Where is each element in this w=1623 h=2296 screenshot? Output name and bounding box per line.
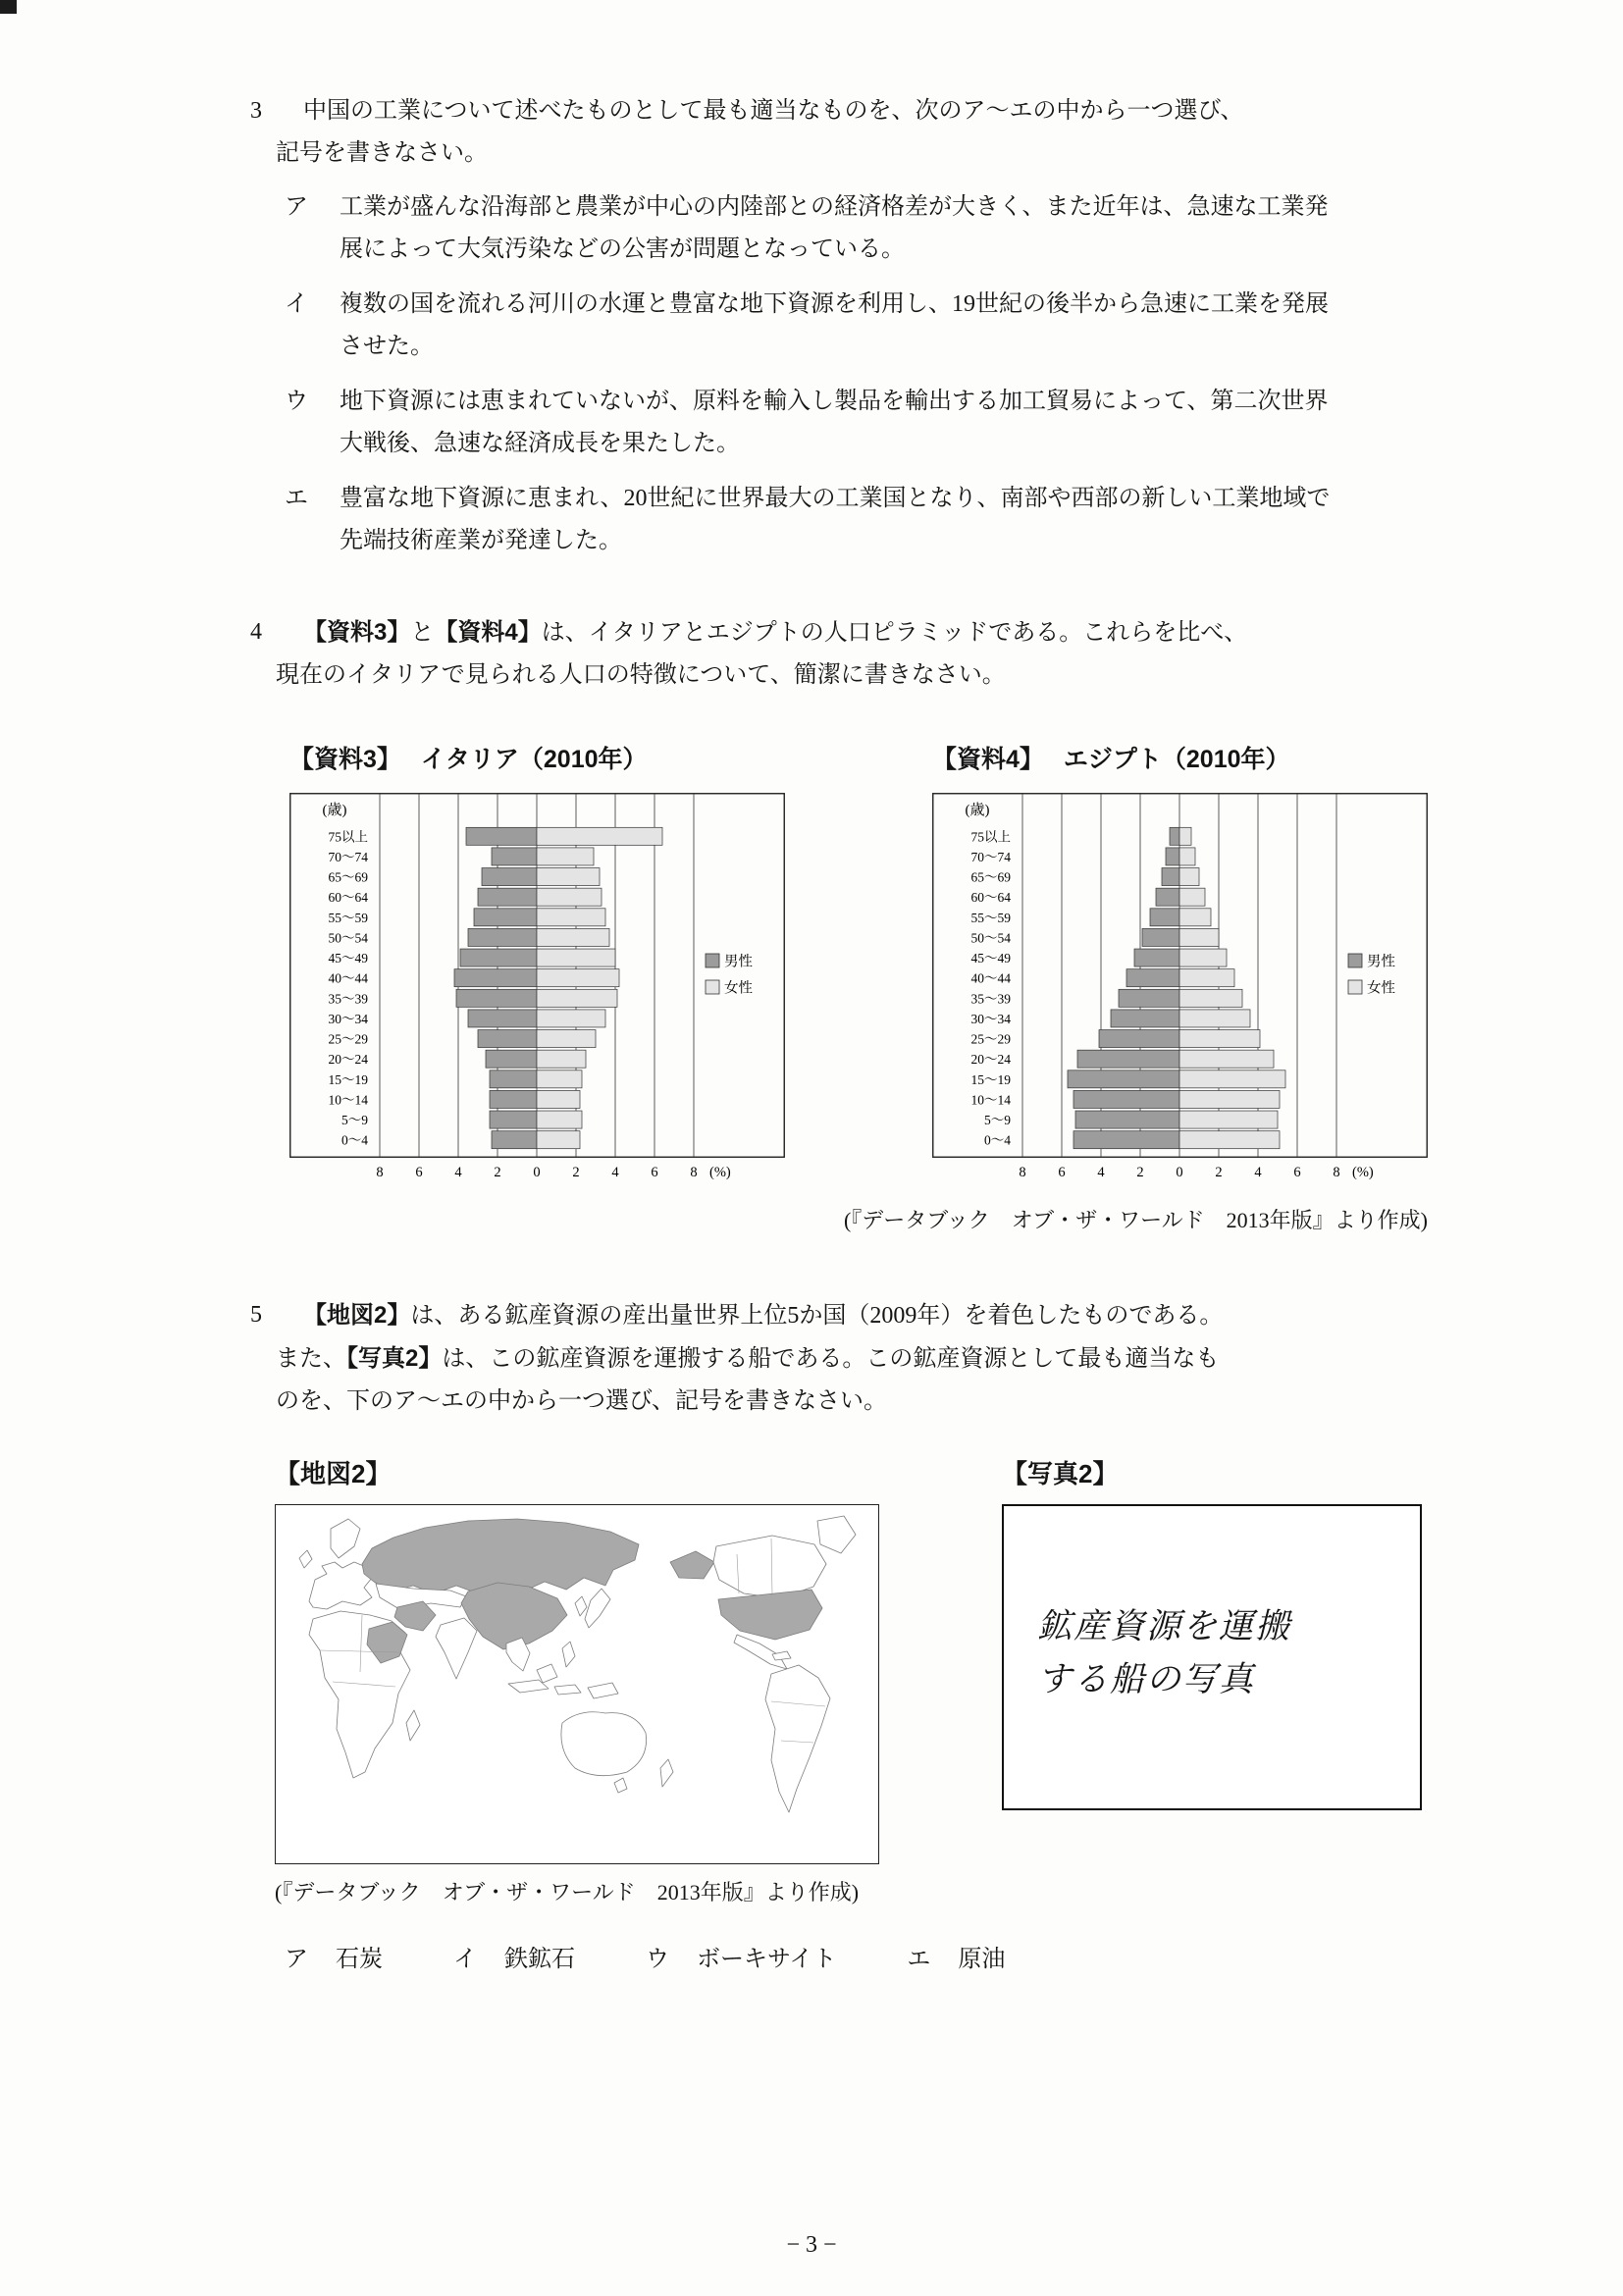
page-number: − 3 − [786,2232,837,2258]
svg-text:女性: 女性 [724,980,753,997]
question-5-prompt [276,1294,1515,1423]
prompt-line: 記号を書きなさい。 [276,140,488,166]
svg-text:8: 8 [1333,1165,1340,1180]
chart-name: エジプト（2010年） [1063,746,1290,773]
region-russia-shaded [362,1519,639,1593]
svg-text:女性: 女性 [1367,980,1395,997]
answer-e-text: 原油 [958,1947,1006,1972]
photo-caption-line: する船の写真 [1037,1660,1256,1698]
option-u-label: ウ [285,389,308,414]
svg-text:男性: 男性 [1367,954,1395,970]
prompt-line: のを、下のア～エの中から一つ選び、記号を書きなさい。 [276,1388,888,1414]
svg-text:0: 0 [1176,1165,1183,1180]
region-india [436,1618,477,1679]
svg-text:50～54: 50～54 [328,930,368,946]
svg-text:35～39: 35～39 [970,991,1011,1007]
question-3-prompt [276,90,1515,175]
map-landmasses [299,1516,856,1812]
world-map-box [275,1504,879,1864]
svg-text:45～49: 45～49 [970,951,1011,966]
chart-title-egypt [932,740,1428,779]
answer-e-label: エ [907,1947,931,1972]
prompt-line: 中国の工業について述べたものとして最も適当なものを、次のア～エの中から一つ選び、 [303,98,1244,124]
region-new-zealand [660,1759,673,1787]
svg-text:50～54: 50～54 [970,930,1011,946]
svg-text:0: 0 [533,1165,541,1180]
pyramid-svg [289,793,785,1185]
svg-text:6: 6 [1058,1165,1066,1180]
prompt-line: 【地図2】は、ある鉱産資源の産出量世界上位5か国（2009年）を着色したものである。 [303,1302,1224,1329]
svg-text:25～29: 25～29 [328,1031,368,1047]
svg-text:55～59: 55～59 [970,910,1011,925]
q5-answer-options [285,1939,1515,1981]
answer-i [453,1947,575,1972]
svg-text:75以上: 75以上 [970,829,1011,845]
option-a-label: ア [285,194,308,220]
region-borneo [537,1664,557,1683]
region-europe [309,1562,372,1609]
question-5-head [250,1294,1515,1423]
answer-a-label: ア [285,1947,308,1972]
svg-text:5～9: 5～9 [341,1113,368,1128]
answer-u-label: ウ [646,1947,669,1972]
svg-text:20～24: 20～24 [328,1052,368,1068]
svg-text:75以上: 75以上 [328,829,368,845]
chart-tag: 【資料3】 [289,746,401,773]
svg-text:70～74: 70～74 [328,849,368,864]
answer-a [285,1947,383,1972]
option-a-text: 工業が盛んな沿海部と農業が中心の内陸部との経済格差が大きく、また近年は、急速な工業発展によって大気汚染などの公害が問題となっている。 [340,194,1329,262]
svg-text:2: 2 [1136,1165,1144,1180]
svg-text:0～4: 0～4 [341,1132,368,1148]
region-greenland [817,1516,856,1553]
svg-text:45～49: 45～49 [328,951,368,966]
region-china-shaded [461,1583,567,1649]
svg-text:6: 6 [415,1165,423,1180]
svg-text:35～39: 35～39 [328,991,368,1007]
option-e [285,478,1335,562]
svg-text:8: 8 [376,1165,384,1180]
question-5-number: 5 [250,1302,262,1328]
region-philippines [562,1642,575,1667]
question-3 [250,90,1515,562]
svg-text:15～19: 15～19 [970,1071,1011,1087]
svg-text:70～74: 70～74 [970,849,1011,864]
chart-name: イタリア（2010年） [420,746,648,773]
answer-a-text: 石炭 [336,1947,383,1972]
option-a [285,186,1335,271]
region-australia [561,1712,647,1776]
pyramid-svg [932,793,1428,1185]
svg-text:(%): (%) [709,1165,731,1180]
svg-text:10～14: 10～14 [970,1092,1011,1108]
scan-corner-mark [0,0,17,14]
svg-text:2: 2 [494,1165,501,1180]
chart-source-note: (『データブック オブ・ザ・ワールド 2013年版』より作成) [843,1208,1428,1232]
svg-text:10～14: 10～14 [328,1092,368,1108]
svg-text:25～29: 25～29 [970,1031,1011,1047]
region-new-guinea [588,1683,618,1698]
svg-text:60～64: 60～64 [328,890,368,906]
option-i-label: イ [285,291,308,317]
question-5 [250,1294,1515,1981]
region-uk [299,1550,312,1568]
photo-title: 【写真2】 [1002,1459,1119,1488]
svg-text:6: 6 [651,1165,658,1180]
svg-text:0～4: 0～4 [984,1132,1011,1148]
pyramid-italy [289,740,785,1200]
svg-text:4: 4 [1254,1165,1262,1180]
svg-text:40～44: 40～44 [328,970,368,986]
region-south-america [765,1665,830,1812]
chart-title-italy [289,740,785,779]
question-3-number: 3 [250,98,262,124]
svg-text:65～69: 65～69 [328,869,368,885]
region-java [554,1685,581,1695]
svg-text:4: 4 [1097,1165,1105,1180]
option-e-label: エ [285,486,308,511]
svg-text:60～64: 60～64 [970,890,1011,906]
region-mexico [734,1635,787,1669]
question-3-head [250,90,1515,175]
region-tasmania [614,1778,627,1793]
option-u-text: 地下資源には恵まれていないが、原料を輸入し製品を輸出する加工貿易によって、第二次世界大戦後、急速な経済成長を果たした。 [340,389,1329,456]
photo-column [1002,1452,1422,1909]
prompt-line: また、【写真2】は、この鉱産資源を運搬する船である。この鉱産資源として最も適当なも [276,1345,1220,1372]
svg-text:30～34: 30～34 [328,1011,368,1026]
photo-caption-line: 鉱産資源を運搬 [1037,1607,1292,1645]
svg-text:4: 4 [611,1165,619,1180]
svg-text:65～69: 65～69 [970,869,1011,885]
svg-text:2: 2 [1215,1165,1223,1180]
answer-i-text: 鉄鉱石 [504,1947,575,1972]
region-japan [585,1589,610,1628]
region-alaska-shaded [670,1551,714,1579]
svg-text:(%): (%) [1352,1165,1374,1180]
prompt-line: 【資料3】と【資料4】は、イタリアとエジプトの人口ピラミッドである。これらを比べ、 [303,619,1248,646]
option-u [285,381,1335,465]
svg-text:(歳): (歳) [965,803,990,818]
region-usa-shaded [718,1590,822,1640]
question-4-number: 4 [250,619,262,645]
svg-text:40～44: 40～44 [970,970,1011,986]
region-canada [713,1536,826,1598]
svg-text:8: 8 [690,1165,698,1180]
svg-text:15～19: 15～19 [328,1071,368,1087]
svg-text:(歳): (歳) [322,803,347,818]
svg-text:20～24: 20～24 [970,1052,1011,1068]
chart-tag: 【資料4】 [932,746,1044,773]
region-madagascar [406,1710,420,1741]
answer-i-label: イ [453,1947,477,1972]
svg-text:4: 4 [454,1165,462,1180]
map-column [275,1452,879,1909]
population-pyramids-row [289,740,1515,1200]
option-e-text: 豊富な地下資源に恵まれ、20世紀に世界最大の工業国となり、南部や西部の新しい工業地域で先端技術産業が発達した。 [340,486,1331,553]
region-korea [575,1596,587,1616]
map-title: 【地図2】 [275,1459,392,1488]
option-i [285,284,1335,368]
answer-e [907,1947,1005,1972]
svg-text:30～34: 30～34 [970,1011,1011,1026]
population-pyramid-chart-italy [289,793,785,1200]
question-3-options [250,186,1515,562]
pyramid-egypt [932,740,1428,1200]
question-4 [250,611,1515,1237]
prompt-line: 現在のイタリアで見られる人口の特徴について、簡潔に書きなさい。 [276,662,1006,688]
svg-text:男性: 男性 [724,954,753,970]
world-map [276,1505,876,1861]
question-4-prompt [276,611,1515,697]
answer-u [646,1947,836,1972]
svg-text:5～9: 5～9 [984,1113,1011,1128]
svg-text:2: 2 [572,1165,580,1180]
answer-u-text: ボーキサイト [697,1947,837,1972]
question-4-head [250,611,1515,697]
svg-text:55～59: 55～59 [328,910,368,925]
map-photo-row [275,1452,1515,1909]
svg-text:6: 6 [1293,1165,1301,1180]
region-scandinavia [331,1519,360,1558]
option-i-text: 複数の国を流れる河川の水運と豊富な地下資源を利用し、19世紀の後半から急速に工業を発展させた。 [340,291,1329,359]
map-source-note: (『データブック オブ・ザ・ワールド 2013年版』より作成) [275,1880,860,1905]
ship-photo-placeholder [1002,1504,1422,1810]
svg-text:8: 8 [1019,1165,1026,1180]
population-pyramid-chart-egypt [932,793,1428,1200]
